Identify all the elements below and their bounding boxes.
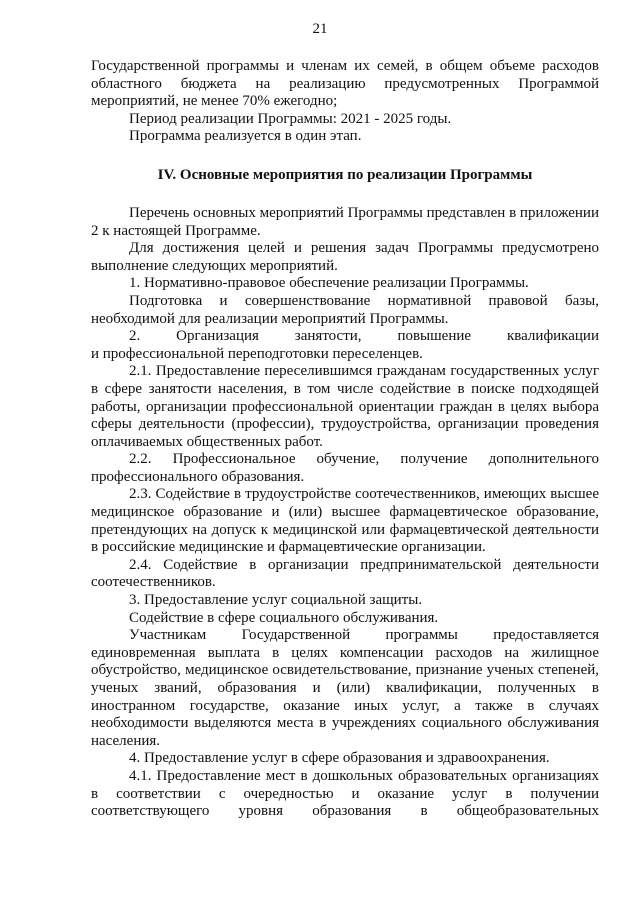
page-number: 21 — [312, 21, 328, 37]
intro-paragraph: Государственной программы и членам их семей, в общем объеме расходов областного бюджета на реализацию предусмотренных Программой мероприятий, не менее 70% ежегодно; — [91, 58, 599, 110]
intro-period: Период реализации Программы: 2021 - 2025 годы. — [129, 110, 452, 127]
paragraph-item-2-cont: и профессиональной переподготовки переселенцев. — [91, 345, 423, 362]
paragraph-item-2-3: 2.3. Содействие в трудоустройстве соотечественников, имеющих высшее медицинское образование и (или) высшее фармацевтическое образование, претендующих на допуск к медицинской или фармацевтической деятельности в российские медицинские и фармацевтические организации. — [91, 486, 599, 556]
paragraph-item-3-social: Содействие в сфере социального обслуживания. — [129, 609, 439, 626]
paragraph-item-2-2: 2.2. Профессиональное обучение, получение дополнительного профессионального образования. — [91, 451, 599, 485]
section-heading: IV. Основные мероприятия по реализации Программы — [157, 166, 533, 183]
paragraph-item-1: 1. Нормативно-правовое обеспечение реализации Программы. — [129, 275, 529, 292]
paragraph-item-3-payment: Участникам Государственной программы предоставляется единовременная выплата в целях компенсации расходов на жилищное обустройство, медицинское освидетельствование, признание ученых степеней, ученых званий, образования и (или) квалификации, полученных в иностранном государстве, оказание иных услуг, а также в случаях необходимости выделяются места в учреждениях социального обслуживания населения. — [91, 627, 599, 749]
paragraph-list-annex: Перечень основных мероприятий Программы представлен в приложении 2 к настоящей Программе. — [91, 204, 599, 239]
paragraph-goals: Для достижения целей и решения задач Программы предусмотрено выполнение следующих мероприятий. — [91, 240, 599, 274]
paragraph-item-2-4: 2.4. Содействие в организации предпринимательской деятельности соотечественников. — [91, 556, 599, 591]
paragraph-item-2: 2. Организация занятости, повышение квалификации — [129, 328, 599, 345]
paragraph-item-1-text: Подготовка и совершенствование нормативной правовой базы, необходимой для реализации мероприятий Программы. — [91, 292, 599, 327]
paragraph-item-4: 4. Предоставление услуг в сфере образования и здравоохранения. — [129, 750, 550, 767]
paragraph-item-3: 3. Предоставление услуг социальной защиты. — [129, 592, 423, 609]
document-body — [91, 58, 599, 821]
intro-stage: Программа реализуется в один этап. — [129, 128, 362, 145]
paragraph-item-2-1: 2.1. Предоставление переселившимся гражданам государственных услуг в сфере занятости населения, в том числе содействие в поиске подходящей работы, организации профессиональной ориентации граждан в целях выбора сферы деятельности (профессии), трудоустройства, организации проведения оплачиваемых общественных работ. — [91, 363, 599, 450]
paragraph-item-4-1: 4.1. Предоставление мест в дошкольных образовательных организациях в соответствии с очередностью и оказание услуг в получении соответствующего уровня образования в общеобразовательных — [91, 767, 599, 820]
